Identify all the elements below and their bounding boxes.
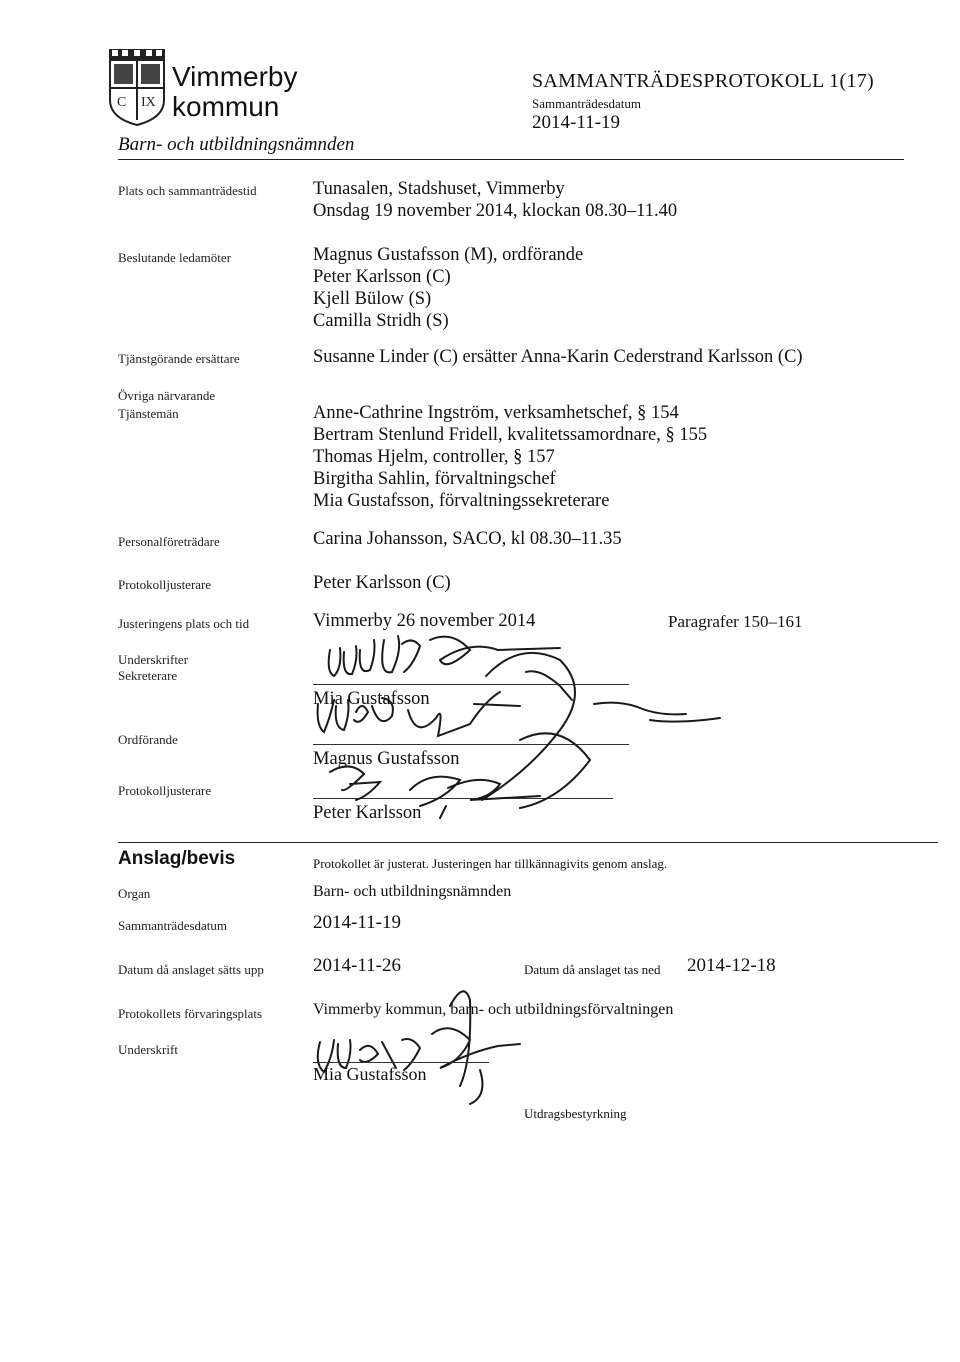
adjuster-name: Peter Karlsson [313, 803, 422, 823]
substitutes-label: Tjänstgörande ersättare [118, 351, 240, 366]
official-4: Birgitha Sahlin, förvaltningschef [313, 469, 556, 489]
kommun-name-line1: Vimmerby [172, 61, 298, 92]
paragraphs: Paragrafer 150–161 [668, 612, 803, 631]
meeting-place: Tunasalen, Stadshuset, Vimmerby [313, 179, 565, 199]
posted-label: Datum då anslaget sätts upp [118, 962, 264, 977]
adjuster: Peter Karlsson (C) [313, 573, 451, 593]
anslag-note: Protokollet är justerat. Justeringen har tillkännagivits genom anslag. [313, 856, 668, 871]
protocol-title: SAMMANTRÄDESPROTOKOLL 1(17) [532, 70, 875, 92]
signatures-label: Underskrifter [118, 652, 189, 667]
anslag-signature-line [313, 1062, 489, 1063]
anslag-date: 2014-11-19 [313, 912, 401, 933]
secretary-signature-line [313, 684, 629, 685]
secretary-label: Sekreterare [118, 668, 178, 683]
member-1: Magnus Gustafsson (M), ordförande [313, 245, 584, 265]
header-divider [118, 159, 904, 160]
meeting-time: Onsdag 19 november 2014, klockan 08.30–11.40 [313, 201, 678, 221]
others-label: Övriga närvarande [118, 388, 216, 403]
official-1: Anne-Cathrine Ingström, verksamhetschef, § 154 [313, 403, 679, 423]
member-4: Camilla Stridh (S) [313, 311, 449, 331]
staff-rep-label: Personalföreträdare [118, 534, 220, 549]
storage: Vimmerby kommun, barn- och utbildningsförvaltningen [313, 1001, 674, 1018]
removed-label: Datum då anslaget tas ned [524, 962, 661, 977]
official-3: Thomas Hjelm, controller, § 157 [313, 447, 555, 467]
official-2: Bertram Stenlund Fridell, kvalitetssamordnare, § 155 [313, 425, 708, 445]
anslag-date-label: Sammanträdesdatum [118, 918, 228, 933]
official-5: Mia Gustafsson, förvaltningssekreterare [313, 491, 610, 511]
organ-label: Organ [118, 886, 151, 901]
adjuster-label: Protokolljusterare [118, 577, 212, 592]
svg-text:IX: IX [141, 95, 156, 110]
chair-label: Ordförande [118, 732, 178, 747]
department-name: Barn- och utbildningsnämnden [118, 134, 355, 155]
underskrift-label: Underskrift [118, 1042, 178, 1057]
adjust-place-label: Justeringens plats och tid [118, 616, 250, 631]
secretary-name: Mia Gustafsson [313, 689, 430, 709]
member-3: Kjell Bülow (S) [313, 289, 432, 309]
anslag-title: Anslag/bevis [118, 848, 236, 869]
place-label: Plats och sammanträdestid [118, 183, 257, 198]
adjuster-signature-line [313, 798, 613, 799]
officials-label: Tjänstemän [118, 406, 179, 421]
meeting-date-label: Sammanträdesdatum [532, 96, 642, 111]
staff-rep: Carina Johansson, SACO, kl 08.30–11.35 [313, 529, 622, 549]
coat-of-arms-logo [108, 48, 166, 126]
members-label: Beslutande ledamöter [118, 250, 231, 265]
anslag-signature-name: Mia Gustafsson [313, 1064, 427, 1084]
kommun-name-line2: kommun [172, 91, 280, 122]
removed-date: 2014-12-18 [687, 955, 776, 976]
extract-label: Utdragsbestyrkning [524, 1106, 627, 1121]
member-2: Peter Karlsson (C) [313, 267, 451, 287]
adjust-place: Vimmerby 26 november 2014 [313, 611, 536, 631]
posted-date: 2014-11-26 [313, 955, 401, 976]
organ: Barn- och utbildningsnämnden [313, 883, 512, 900]
substitute: Susanne Linder (C) ersätter Anna-Karin Cederstrand Karlsson (C) [313, 347, 803, 367]
chair-signature-line [313, 744, 629, 745]
anslag-divider [118, 842, 938, 843]
chair-name: Magnus Gustafsson [313, 749, 460, 769]
adjuster-sign-label: Protokolljusterare [118, 783, 212, 798]
storage-label: Protokollets förvaringsplats [118, 1006, 263, 1021]
meeting-date: 2014-11-19 [532, 112, 620, 133]
svg-text:C: C [117, 95, 127, 110]
